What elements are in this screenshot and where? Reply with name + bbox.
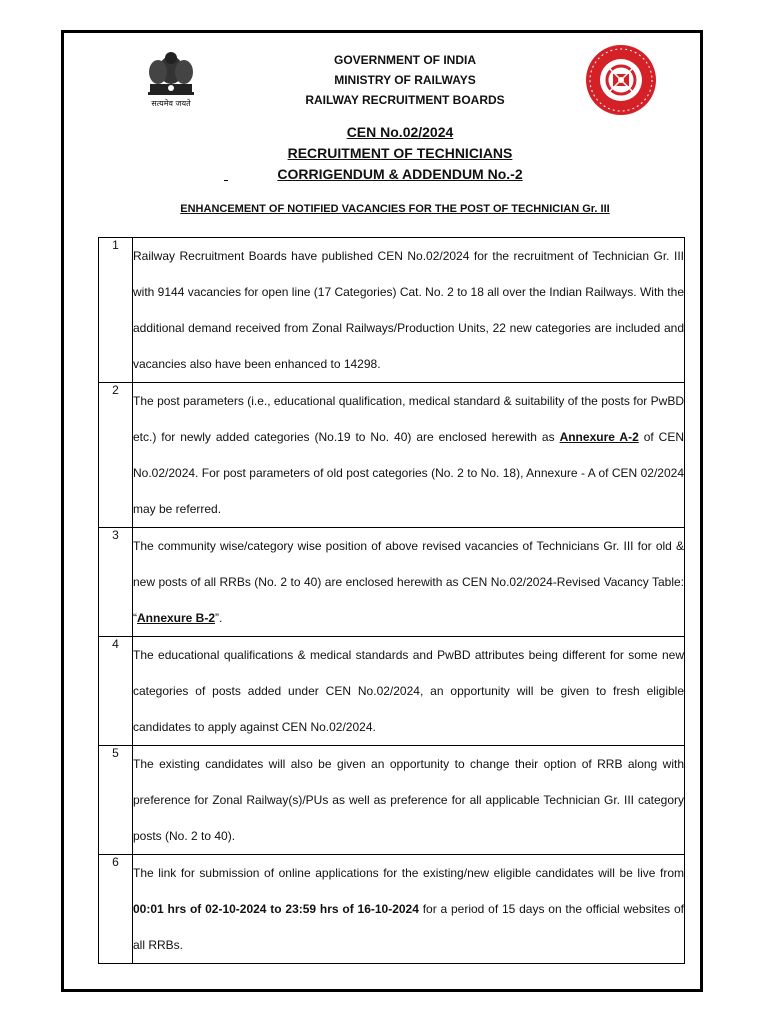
item-text: The existing candidates will also be given an opportunity to change their option of RRB along with preference for Zonal Railway(s)/PUs as well as preference for all applicable Technician Gr. III category posts (No. 2 to 40).	[133, 746, 685, 855]
header-ministry: MINISTRY OF RAILWAYS	[334, 73, 476, 87]
cen-number: CEN No.02/2024	[346, 124, 454, 140]
annexure-a2-link[interactable]: Annexure A-2	[559, 430, 639, 444]
application-window-dates: 00:01 hrs of 02-10-2024 to 23:59 hrs of 16-10-2024	[133, 902, 419, 916]
header-block	[235, 50, 575, 110]
item-text: The link for submission of online applications for the existing/new eligible candidates will be live from 00:01 hrs of 02-10-2024 to 23:59 hrs of 16-10-2024 for a period of 15 days on the official websites of all RRBs.	[133, 855, 685, 964]
stray-dash	[224, 180, 228, 181]
item-text: The post parameters (i.e., educational qualification, medical standard & suitability of the posts for PwBD etc.) for newly added categories (No.19 to No. 40) are enclosed herewith as Annexure A-2 of CEN No.02/2024. For post parameters of old post categories (No. 2 to No. 18), Annexure - A of CEN 02/2024 may be referred.	[133, 383, 685, 528]
item-text: Railway Recruitment Boards have published CEN No.02/2024 for the recruitment of Technician Gr. III with 9144 vacancies for open line (17 Categories) Cat. No. 2 to 18 all over the Indian Railways. With the additional demand received from Zonal Railways/Production Units, 22 new categories are included and vacancies also have been enhanced to 14298.	[133, 238, 685, 383]
item-number: 6	[99, 855, 133, 964]
table-row	[99, 528, 685, 637]
item-text: The community wise/category wise position of above revised vacancies of Technicians Gr. III for old & new posts of all RRBs (No. 2 to 40) are enclosed herewith as CEN No.02/2024-Revised Vacancy Table: “Annexure B-2”.	[133, 528, 685, 637]
item-number: 5	[99, 746, 133, 855]
header-government: GOVERNMENT OF INDIA	[333, 53, 476, 67]
items-table	[98, 237, 685, 964]
notice-title-block	[200, 122, 600, 185]
emblem-motto: सत्यमेव जयते	[151, 99, 191, 108]
notice-subtitle: ENHANCEMENT OF NOTIFIED VACANCIES FOR THE POST OF TECHNICIAN Gr. III	[180, 203, 610, 215]
annexure-b2-link[interactable]: Annexure B-2	[137, 611, 216, 625]
corrigendum-title: CORRIGENDUM & ADDENDUM No.-2	[277, 166, 523, 182]
indian-railways-logo	[585, 44, 657, 116]
table-row	[99, 746, 685, 855]
item-number: 4	[99, 637, 133, 746]
recruitment-title: RECRUITMENT OF TECHNICIANS	[287, 145, 513, 161]
item-number: 3	[99, 528, 133, 637]
table-row	[99, 383, 685, 528]
header-rrb: RAILWAY RECRUITMENT BOARDS	[305, 93, 505, 107]
item-text: The educational qualifications & medical standards and PwBD attributes being different for some new categories of posts added under CEN No.02/2024, an opportunity will be given to fresh eligible candidates to apply against CEN No.02/2024.	[133, 637, 685, 746]
item-number: 2	[99, 383, 133, 528]
table-row	[99, 855, 685, 964]
item-number: 1	[99, 238, 133, 383]
table-row	[99, 238, 685, 383]
table-row	[99, 637, 685, 746]
